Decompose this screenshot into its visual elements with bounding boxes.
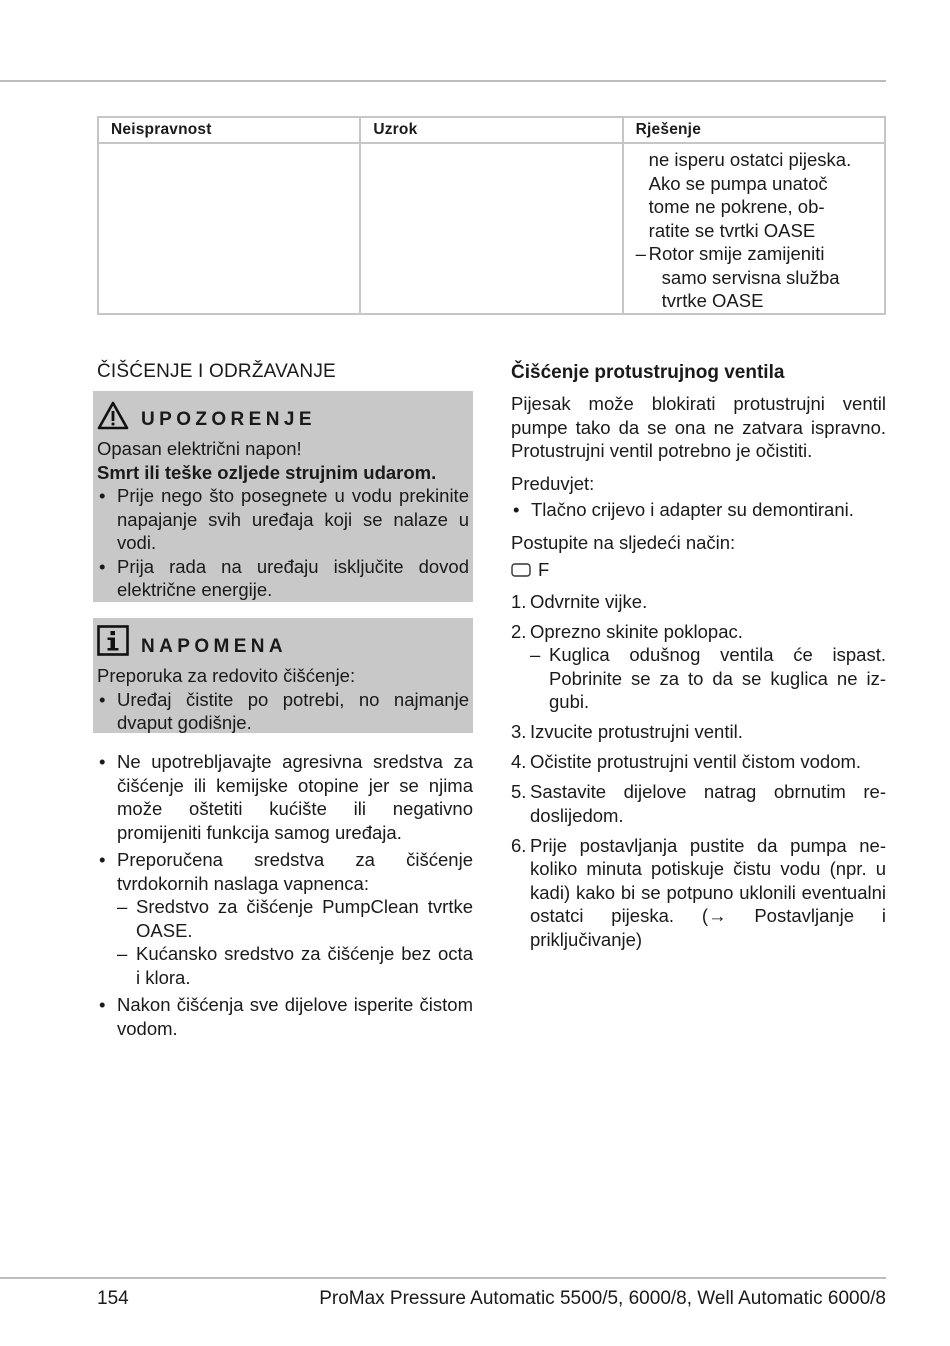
warning-box	[93, 391, 473, 602]
subsection-title: Čišćenje protustrujnog ventila	[511, 362, 785, 383]
dash-item: – Sredstvo za čišćenje PumpClean tvrtke OASE.	[117, 895, 473, 942]
list-item: • Nakon čišćenja sve dijelove isperite čistom vodom.	[97, 993, 473, 1040]
step-item: 4. Očistite protustrujni ventil čistom vodom.	[511, 751, 862, 772]
left-column	[97, 360, 473, 1040]
table-header-row	[98, 117, 885, 143]
procedure-label: Postupite na sljedeći način:	[511, 531, 736, 553]
remedy-dash-line: Rotor smije zamijeniti	[648, 243, 825, 264]
warning-bullet: • Prija rada na uređaju isključite dovod električne energije.	[97, 555, 469, 602]
cleaning-list	[97, 750, 473, 1040]
list-item: • Ne upotrebljavajte agresivna sredstva za čišćenje ili kemijske otopine jer se njima može oštetiti kućište ili negativno promijeniti funkcija samog uređaja.	[97, 750, 473, 844]
troubleshooting-table	[97, 116, 886, 315]
header-rule	[0, 80, 886, 82]
precondition-label: Preduvjet:	[511, 472, 595, 494]
table-row	[98, 143, 885, 314]
note-box	[93, 618, 473, 733]
column-header-remedy: Rješenje	[623, 117, 885, 143]
remedy-dash-line: tvrtke OASE	[661, 290, 764, 311]
step-item: 6. Prije postavljanja pustite da pumpa nekoliko minuta potiskuje čistu vodu (npr. u kadi) kako bi se potpuno uklonili eventualni ostatci pijeska. (→ Postavljanje i priključivanje)	[511, 834, 886, 950]
cell-fault	[98, 143, 360, 314]
product-title: ProMax Pressure Automatic 5500/5, 6000/8, Well Automatic 6000/8	[319, 1288, 886, 1309]
step-item: 3. Izvucite protustrujni ventil.	[511, 721, 743, 742]
footer-rule	[0, 1277, 886, 1279]
remedy-line: ratite se tvrtki OASE	[648, 219, 816, 241]
cell-remedy: ne isperu ostatci pijeska. Ako se pumpa unatoč tome ne pokrene, ob- ratite se tvrtki OASE – Rotor smije zamijeniti samo servisna služba tvrtke OASE	[623, 143, 885, 314]
list-item: • Preporučena sredstva za čišćenje tvrdokornih naslaga vapnenca: – Sredstvo za čišćenje PumpClean tvrtke OASE. – Kućansko sredstvo za čišćenje bez octa i klora.	[97, 848, 473, 989]
note-bullet: • Uređaj čistite po potrebi, no najmanje dvaput godišnje.	[97, 688, 469, 735]
warning-hazard: Opasan električni napon!	[97, 438, 302, 459]
dash-item: – Kuglica odušnog ventila će ispast. Pobrinite se za to da se kuglica ne izgubi.	[530, 643, 886, 714]
right-column	[511, 361, 886, 958]
warning-triangle-icon	[97, 401, 129, 431]
step-item: 5. Sastavite dijelove natrag obrnutim redoslijedom.	[511, 781, 886, 826]
step-item: 2. Oprezno skinite poklopac. – Kuglica odušnog ventila će ispast. Pobrinite se za to da se kuglica ne izgubi.	[511, 620, 886, 714]
note-text: Preporuka za redovito čišćenje:	[97, 665, 356, 686]
remedy-line: Ako se pumpa unatoč	[648, 172, 828, 194]
remedy-line: tome ne pokrene, ob-	[648, 196, 825, 217]
warning-consequence: Smrt ili teške ozljede strujnim udarom.	[97, 461, 437, 483]
precondition-item: • Tlačno crijevo i adapter su demontirani.	[511, 498, 886, 522]
section-title: ČIŠĆENJE I ODRŽAVANJE	[97, 361, 336, 382]
column-header-fault: Neispravnost	[98, 117, 360, 143]
warning-bullet: • Prije nego što posegnete u vodu prekinite napajanje svih uređaja koji se nalaze u vodi.	[97, 484, 469, 555]
dash-item: – Kućansko sredstvo za čišćenje bez octa i klora.	[117, 942, 473, 989]
figure-reference: F	[511, 558, 886, 582]
remedy-line: ne isperu ostatci pijeska.	[648, 149, 852, 170]
note-label: NAPOMENA	[141, 635, 288, 657]
column-header-cause: Uzrok	[360, 117, 622, 143]
figure-icon	[511, 562, 531, 578]
info-icon	[97, 625, 129, 656]
cell-cause	[360, 143, 622, 314]
step-item: 1. Odvrnite vijke.	[511, 590, 648, 612]
intro-text: Pijesak može blokirati protustrujni ventil pumpe tako da se ona ne zatvara ispravno. Protustrujni ventil potrebno je očistiti.	[511, 393, 886, 461]
remedy-dash-line: samo servisna služba	[661, 266, 840, 288]
warning-label: UPOZORENJE	[141, 408, 316, 430]
procedure-steps	[511, 590, 886, 952]
page-number: 154	[97, 1288, 129, 1309]
